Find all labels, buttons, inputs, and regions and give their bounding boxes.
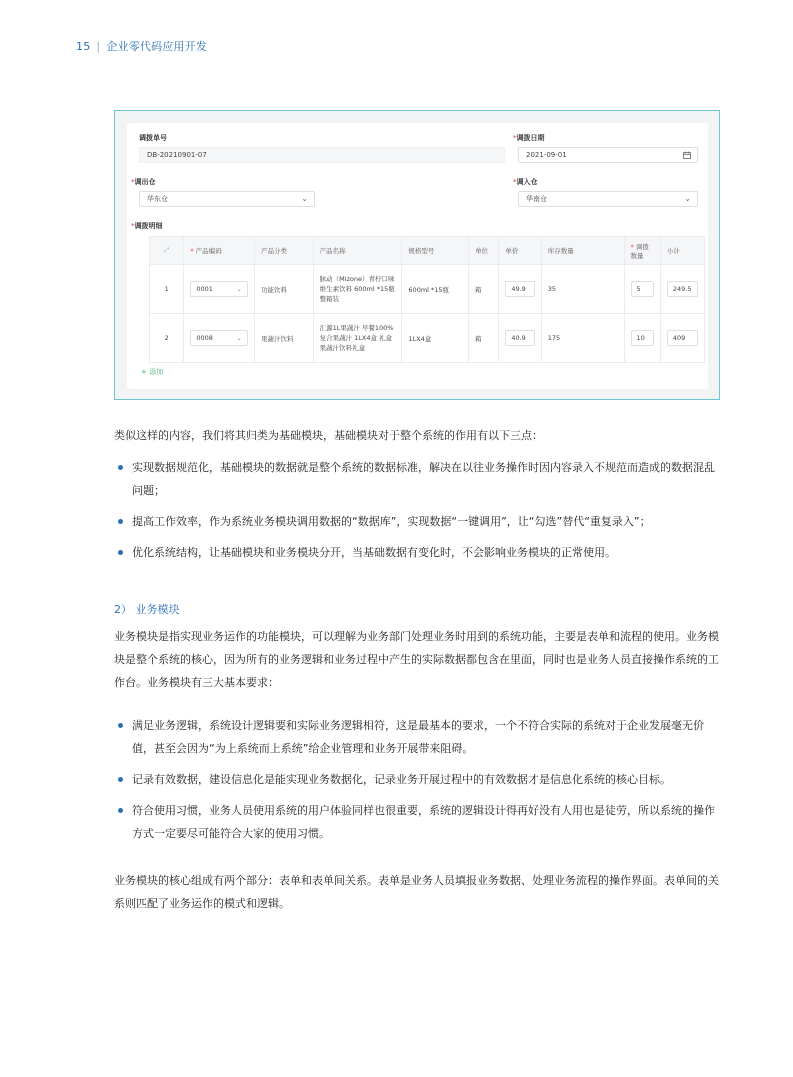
table-header-row bbox=[150, 237, 705, 265]
page-header bbox=[76, 38, 207, 54]
list-item: 优化系统结构，让基础模块和业务模块分开，当基础数据有变化时，不会影响业务模块的正常使用。 bbox=[114, 541, 720, 564]
closing-paragraph: 业务模块的核心组成有两个部分：表单和表单间关系。表单是业务人员填报业务数据、处理业务流程的操作界面。表单间的关系则匹配了业务运作的模式和逻辑。 bbox=[114, 874, 719, 910]
transfer-form bbox=[127, 123, 708, 389]
product-name-cell: 汇源1L果蔬汁 早餐100%复合果蔬汁 1LX4盒 礼盒 果蔬汁饮料礼盒 bbox=[313, 314, 402, 363]
row-index: 1 bbox=[150, 265, 184, 314]
spec-cell: 1LX4盒 bbox=[402, 314, 469, 363]
col-header: 库存数量 bbox=[541, 237, 624, 265]
list-item: 实现数据规范化，基础模块的数据就是整个系统的数据标准，解决在以往业务操作时因内容录入不规范而造成的数据混乱问题； bbox=[114, 456, 720, 502]
product-name-cell: 脉动（Mizone）青柠口味 维生素饮料 600ml *15瓶 整箱装 bbox=[313, 265, 402, 314]
expand-icon[interactable]: ⤢ bbox=[150, 237, 184, 265]
bullet-icon bbox=[118, 723, 123, 728]
out-warehouse-select[interactable]: 华东仓 ⌄ bbox=[139, 191, 315, 207]
unit-cell: 箱 bbox=[469, 314, 499, 363]
product-code-cell bbox=[184, 314, 255, 363]
col-header: 产品名称 bbox=[313, 237, 402, 265]
col-header: 单价 bbox=[499, 237, 541, 265]
col-header: * 产品编码 bbox=[184, 237, 255, 265]
table-row bbox=[150, 265, 705, 314]
book-title: 企业零代码应用开发 bbox=[106, 40, 208, 53]
qty-input[interactable]: 5 bbox=[631, 281, 654, 297]
unit-cell: 箱 bbox=[469, 265, 499, 314]
chevron-down-icon: ⌄ bbox=[301, 194, 308, 203]
chevron-down-icon: ⌄ bbox=[236, 334, 242, 342]
product-code-select[interactable]: 0001 ⌄ bbox=[190, 281, 248, 297]
bullet-icon bbox=[118, 808, 123, 813]
out-warehouse-label: *调出仓 bbox=[131, 178, 156, 186]
col-header: 小计 bbox=[660, 237, 704, 265]
category-cell: 功能饮料 bbox=[255, 265, 314, 314]
list-item: 记录有效数据，建设信息化是能实现业务数据化，记录业务开展过程中的有效数据才是信息化系统的核心目标。 bbox=[114, 768, 720, 791]
bullet-icon bbox=[118, 777, 123, 782]
order-no-label: 调拨单号 bbox=[139, 134, 167, 142]
stock-cell: 175 bbox=[541, 314, 624, 363]
col-header: 规格型号 bbox=[402, 237, 469, 265]
intro-paragraph: 类似这样的内容，我们将其归类为基础模块，基础模块对于整个系统的作用有以下三点： bbox=[114, 429, 543, 442]
list-item: 提高工作效率，作为系统业务模块调用数据的“数据库”，实现数据“一键调用”，让“勾选”替代“重复录入”； bbox=[114, 510, 720, 533]
list-item: 符合使用习惯，业务人员使用系统的用户体验同样也很重要，系统的逻辑设计得再好没有人用也是徒劳，所以系统的操作方式一定要尽可能符合大家的使用习惯。 bbox=[114, 799, 720, 845]
product-code-cell bbox=[184, 265, 255, 314]
details-table bbox=[149, 236, 705, 363]
qty-cell bbox=[624, 314, 660, 363]
price-cell bbox=[499, 265, 541, 314]
section-paragraph: 业务模块是指实现业务运作的功能模块，可以理解为业务部门处理业务时用到的系统功能，主要是表单和流程的使用。业务模块是整个系统的核心，因为所有的业务逻辑和业务过程中产生的实际数据都包含在里面，同时也是业务人员直接操作系统的工作台。业务模块有三大基本要求： bbox=[114, 630, 719, 689]
header-separator: | bbox=[96, 40, 101, 53]
product-code-select[interactable]: 0008 ⌄ bbox=[190, 330, 248, 346]
basic-points-list bbox=[114, 456, 720, 564]
chevron-down-icon: ⌄ bbox=[236, 285, 242, 293]
calendar-icon[interactable] bbox=[683, 148, 691, 164]
in-warehouse-select[interactable]: 华南仓 ⌄ bbox=[518, 191, 698, 207]
section-heading: 2） 业务模块 bbox=[114, 603, 180, 616]
in-warehouse-label: *调入仓 bbox=[513, 178, 538, 186]
business-points-list bbox=[114, 714, 720, 845]
add-row-button[interactable]: + 添加 bbox=[141, 368, 164, 376]
table-row bbox=[150, 314, 705, 363]
col-header: 产品分类 bbox=[255, 237, 314, 265]
price-cell bbox=[499, 314, 541, 363]
bullet-icon bbox=[118, 519, 123, 524]
form-screenshot bbox=[114, 110, 720, 400]
qty-input[interactable]: 10 bbox=[631, 330, 654, 346]
list-item: 满足业务逻辑，系统设计逻辑要和实际业务逻辑相符，这是最基本的要求，一个不符合实际的系统对于企业发展毫无价值，甚至会因为“为上系统而上系统”给企业管理和业务开展带来阻碍。 bbox=[114, 714, 720, 760]
col-header: * 调拨数量 bbox=[624, 237, 660, 265]
subtotal-input[interactable]: 249.5 bbox=[667, 281, 698, 297]
details-label: *调拨明细 bbox=[131, 222, 163, 230]
bullet-icon bbox=[118, 550, 123, 555]
row-index: 2 bbox=[150, 314, 184, 363]
stock-cell: 35 bbox=[541, 265, 624, 314]
chevron-down-icon: ⌄ bbox=[684, 194, 691, 203]
subtotal-cell bbox=[660, 265, 704, 314]
category-cell: 果蔬汁饮料 bbox=[255, 314, 314, 363]
qty-cell bbox=[624, 265, 660, 314]
spec-cell: 600ml *15瓶 bbox=[402, 265, 469, 314]
col-header: 单位 bbox=[469, 237, 499, 265]
page-number: 15 bbox=[76, 40, 91, 53]
date-label: *调拨日期 bbox=[513, 134, 545, 142]
price-input[interactable]: 40.9 bbox=[505, 330, 534, 346]
bullet-icon bbox=[118, 465, 123, 470]
order-no-input[interactable]: DB-20210901-07 bbox=[139, 147, 505, 163]
subtotal-input[interactable]: 409 bbox=[667, 330, 698, 346]
price-input[interactable]: 49.9 bbox=[505, 281, 534, 297]
subtotal-cell bbox=[660, 314, 704, 363]
date-picker[interactable]: 2021-09-01 bbox=[518, 147, 698, 163]
